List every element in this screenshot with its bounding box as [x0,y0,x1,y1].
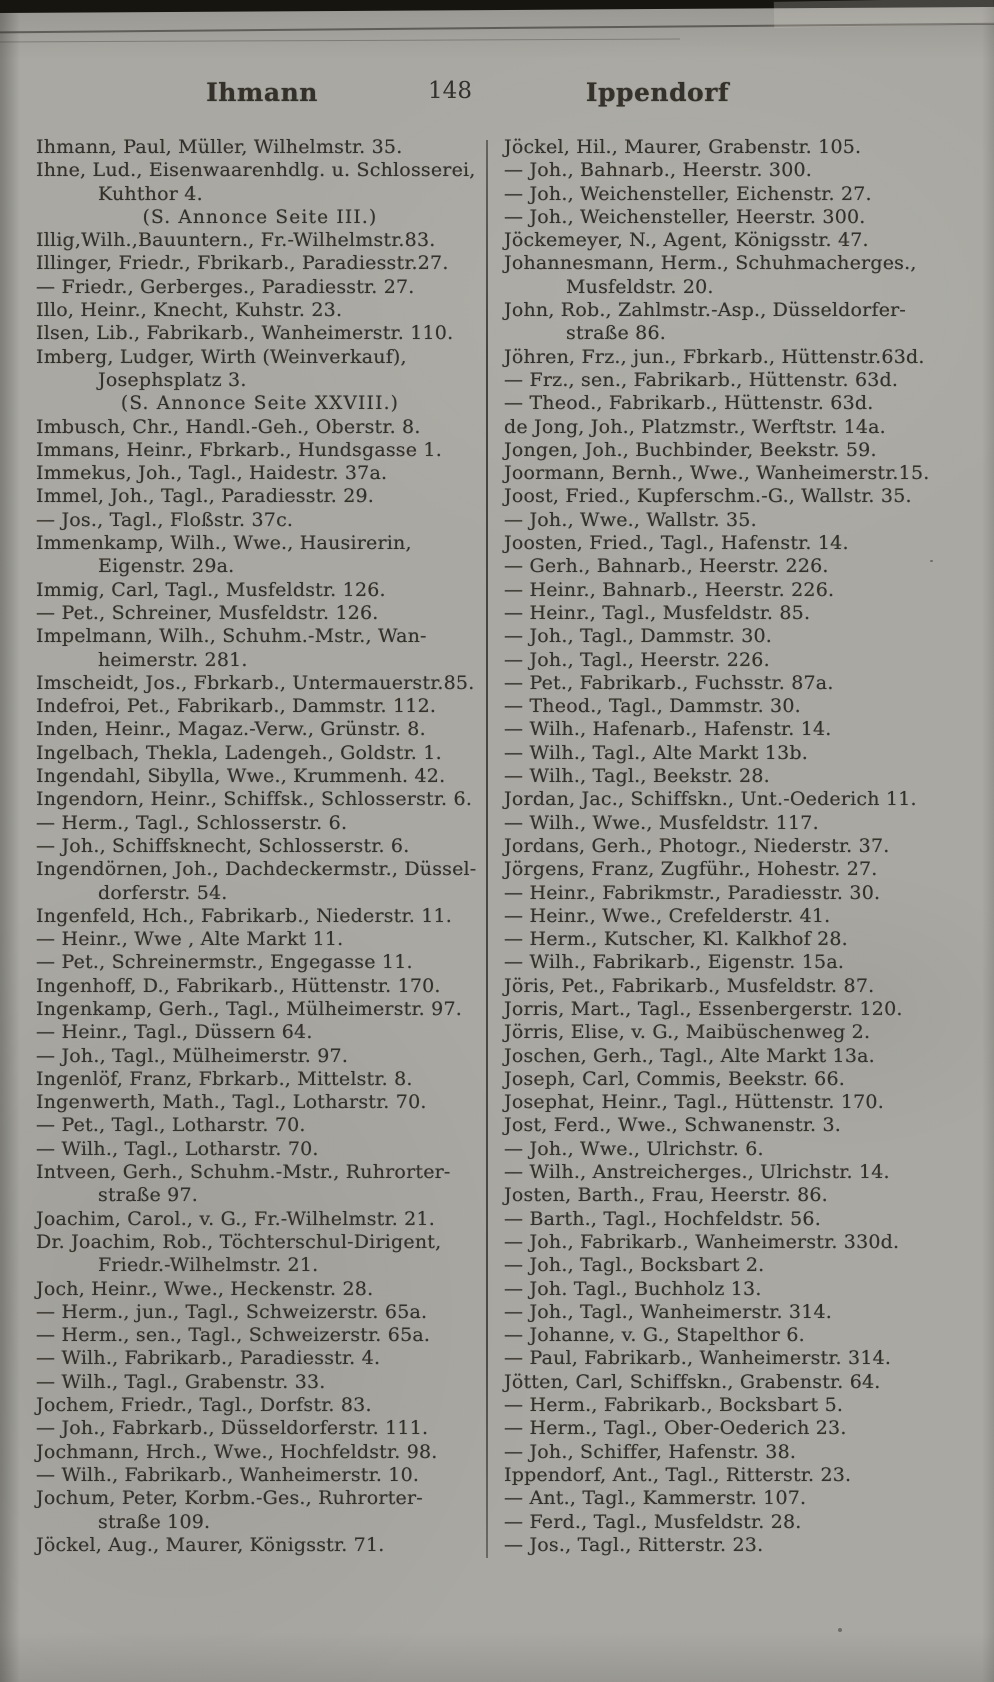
directory-entry: Ippendorf, Ant., Tagl., Ritterstr. 23. [504,1463,852,1486]
directory-entry: John, Rob., Zahlmstr.-Asp., Düsseldorfer- [504,299,907,322]
header-keyword-right: Ippendorf [585,78,730,107]
directory-entry: — Wilh., Anstreicherges., Ulrichstr. 14. [504,1161,890,1184]
entry-continuation: heimerstr. 281. [98,648,248,671]
directory-entry: — Theod., Tagl., Dammstr. 30. [504,695,801,718]
entry-continuation: straße 97. [98,1184,198,1207]
directory-entry: Illo, Heinr., Knecht, Kuhstr. 23. [36,299,343,322]
directory-entry: Jöhren, Frz., jun., Fbrkarb., Hüttenstr.63d. [504,345,925,368]
directory-entry: Ingenfeld, Hch., Fabrikarb., Niederstr. 11. [36,904,453,927]
directory-entry: — Gerh., Bahnarb., Heerstr. 226. [504,555,829,578]
scan-speck [838,1628,842,1632]
directory-entry: — Wilh., Fabrikarb., Eigenstr. 15a. [504,951,845,974]
directory-entry: — Wilh., Fabrikarb., Paradiesstr. 4. [36,1347,381,1370]
directory-entry: Joch, Heinr., Wwe., Heckenstr. 28. [36,1277,374,1300]
entry-continuation: Kuhthor 4. [98,182,203,205]
directory-entry: Immig, Carl, Tagl., Musfeldstr. 126. [36,578,386,601]
directory-entry: — Pet., Tagl., Lotharstr. 70. [36,1114,306,1137]
directory-entry: — Wilh., Tagl., Lotharstr. 70. [36,1137,319,1160]
directory-entry: — Joh., Schiffer, Hafenstr. 38. [504,1440,797,1463]
paper-crease [0,39,680,43]
directory-entry: — Joh., Wwe., Ulrichstr. 6. [504,1137,764,1160]
directory-entry: — Jos., Tagl., Ritterstr. 23. [504,1533,764,1556]
directory-entry: Ingendörnen, Joh., Dachdeckermstr., Düssel- [36,858,477,881]
directory-entry: Jöris, Pet., Fabrikarb., Musfeldstr. 87. [504,974,875,997]
directory-entry: — Joh., Weichensteller, Eichenstr. 27. [504,182,872,205]
directory-entry: Impelmann, Wilh., Schuhm.-Mstr., Wan- [36,625,427,648]
directory-entry: — Wilh., Tagl., Beekstr. 28. [504,765,770,788]
directory-entry: Jöckel, Hil., Maurer, Grabenstr. 105. [504,136,862,158]
directory-entry: Jöckemeyer, N., Agent, Königsstr. 47. [504,229,869,252]
directory-entry: Joost, Fried., Kupferschm.-G., Wallstr. 35. [504,485,912,508]
directory-entry: — Ferd., Tagl., Musfeldstr. 28. [504,1510,802,1533]
directory-entry: — Joh., Tagl., Bocksbart 2. [504,1254,765,1277]
directory-entry: — Pet., Fabrikarb., Fuchsstr. 87a. [504,671,834,694]
directory-entry: Joschen, Gerh., Tagl., Alte Markt 13a. [504,1044,875,1067]
entry-continuation: straße 109. [98,1510,211,1533]
directory-entry: — Joh., Weichensteller, Heerstr. 300. [504,205,866,228]
directory-entry: — Pet., Schreiner, Musfeldstr. 126. [36,601,379,624]
directory-entry: — Herm., Fabrikarb., Bocksbart 5. [504,1394,844,1417]
directory-entry: Ingenwerth, Math., Tagl., Lotharstr. 70. [36,1091,427,1114]
directory-entry: Jorris, Mart., Tagl., Essenbergerstr. 120. [504,997,903,1020]
directory-entry: — Herm., Tagl., Schlosserstr. 6. [36,811,348,834]
directory-entry: — Joh., Tagl., Wanheimerstr. 314. [504,1300,833,1323]
directory-entry: — Joh., Bahnarb., Heerstr. 300. [504,159,813,182]
entry-continuation: Friedr.-Wilhelmstr. 21. [98,1254,319,1277]
directory-entry: Immel, Joh., Tagl., Paradiesstr. 29. [36,485,375,508]
directory-entry: — Frz., sen., Fabrikarb., Hüttenstr. 63d. [504,368,899,391]
directory-entry: Illig,Wilh.,Bauuntern., Fr.-Wilhelmstr.83. [36,229,436,252]
directory-entry: Josephat, Heinr., Tagl., Hüttenstr. 170. [504,1091,884,1114]
directory-entry: — Wilh., Hafenarb., Hafenstr. 14. [504,718,832,741]
directory-entry: Jörgens, Franz, Zugführ., Hohestr. 27. [504,858,878,881]
directory-entry: de Jong, Joh., Platzmstr., Werftstr. 14a. [504,415,886,438]
directory-entry: Ingendahl, Sibylla, Wwe., Krummenh. 42. [36,765,446,788]
directory-entry: — Paul, Fabrikarb., Wanheimerstr. 314. [504,1347,892,1370]
directory-entry: Jongen, Joh., Buchbinder, Beekstr. 59. [504,438,877,461]
directory-entry: — Joh., Tagl., Heerstr. 226. [504,648,770,671]
page-number: 148 [428,78,472,104]
directory-entry: Inden, Heinr., Magaz.-Verw., Grünstr. 8. [36,718,426,741]
directory-entry: — Joh., Fabrikarb., Wanheimerstr. 330d. [504,1230,900,1253]
directory-entry: — Heinr., Fabrikmstr., Paradiesstr. 30. [504,881,881,904]
directory-entry: — Herm., jun., Tagl., Schweizerstr. 65a. [36,1300,428,1323]
directory-entry: — Heinr., Tagl., Düssern 64. [36,1021,313,1044]
directory-entry: — Herm., Kutscher, Kl. Kalkhof 28. [504,928,848,951]
directory-entry: Joseph, Carl, Commis, Beekstr. 66. [504,1067,845,1090]
directory-entry: — Joh., Fabrkarb., Düsseldorferstr. 111. [36,1417,429,1440]
directory-entry: Dr. Joachim, Rob., Töchterschul-Dirigent, [36,1230,442,1253]
header-keyword-left: Ihmann [206,78,318,107]
directory-entry: Jörris, Elise, v. G., Maibüschenweg 2. [504,1021,871,1044]
entry-continuation: Josephsplatz 3. [98,368,247,391]
directory-entry: Ingelbach, Thekla, Ladengeh., Goldstr. 1. [36,741,442,764]
directory-entry: — Heinr., Bahnarb., Heerstr. 226. [504,578,835,601]
scan-corner-highlight [774,0,994,28]
directory-entry: Ingenhoff, D., Fabrikarb., Hüttenstr. 170. [36,974,441,997]
annonce-note: (S. Annonce Seite III.) [142,206,378,228]
directory-entry: Illinger, Friedr., Fbrikarb., Paradiesstr.27. [36,252,449,275]
directory-entry: Ihne, Lud., Eisenwaarenhdlg. u. Schlosserei, [36,159,476,182]
directory-entry: — Ant., Tagl., Kammerstr. 107. [504,1487,807,1510]
directory-entry: — Pet., Schreinermstr., Engegasse 11. [36,951,413,974]
directory-entry: — Joh., Schiffsknecht, Schlosserstr. 6. [36,834,410,857]
entry-continuation: straße 86. [566,322,666,345]
directory-entry: Jochum, Peter, Korbm.-Ges., Ruhrorter- [36,1487,423,1510]
directory-entry: Ingenlöf, Franz, Fbrkarb., Mittelstr. 8. [36,1067,413,1090]
directory-entry: — Heinr., Wwe., Crefelderstr. 41. [504,904,831,927]
directory-entry: Ilsen, Lib., Fabrikarb., Wanheimerstr. 110. [36,322,454,345]
annonce-note: (S. Annonce Seite XXVIII.) [120,393,400,415]
entry-continuation: Musfeldstr. 20. [566,275,714,298]
entry-continuation: Eigenstr. 29a. [98,555,235,578]
directory-entry: Jordans, Gerh., Photogr., Niederstr. 37. [504,834,890,857]
directory-entry: — Jos., Tagl., Floßstr. 37c. [36,508,294,531]
directory-entry: Jordan, Jac., Schiffskn., Unt.-Oederich 11. [504,788,917,811]
directory-entry: Johannesmann, Herm., Schuhmacherges., [504,252,917,275]
directory-entry: — Wilh., Wwe., Musfeldstr. 117. [504,811,819,834]
directory-entry: Indefroi, Pet., Fabrikarb., Dammstr. 112. [36,695,437,718]
directory-entry: — Joh., Tagl., Mülheimerstr. 97. [36,1044,349,1067]
directory-entry: Joormann, Bernh., Wwe., Wanheimerstr.15. [504,462,930,485]
directory-entry: — Theod., Fabrikarb., Hüttenstr. 63d. [504,392,874,415]
directory-entry: Jochem, Friedr., Tagl., Dorfstr. 83. [36,1394,372,1417]
directory-entry: Jost, Ferd., Wwe., Schwanenstr. 3. [504,1114,842,1137]
entry-continuation: dorferstr. 54. [98,881,228,904]
directory-entry: — Heinr., Tagl., Musfeldstr. 85. [504,601,811,624]
directory-entry: — Wilh., Fabrikarb., Wanheimerstr. 10. [36,1463,420,1486]
directory-entry: Immans, Heinr., Fbrkarb., Hundsgasse 1. [36,438,442,461]
directory-entry: Immekus, Joh., Tagl., Haidestr. 37a. [36,462,388,485]
directory-entry: — Heinr., Wwe , Alte Markt 11. [36,928,344,951]
directory-entry: — Johanne, v. G., Stapelthor 6. [504,1324,805,1347]
directory-entry: Intveen, Gerh., Schuhm.-Mstr., Ruhrorter- [36,1161,451,1184]
directory-entry: Ihmann, Paul, Müller, Wilhelmstr. 35. [36,136,403,158]
directory-entry: Ingendorn, Heinr., Schiffsk., Schlosserstr. 6. [36,788,473,811]
directory-entry: — Wilh., Tagl., Grabenstr. 33. [36,1370,326,1393]
directory-entry: — Friedr., Gerberges., Paradiesstr. 27. [36,275,415,298]
directory-entry: Joosten, Fried., Tagl., Hafenstr. 14. [504,532,849,555]
directory-entry: — Barth., Tagl., Hochfeldstr. 56. [504,1207,821,1230]
running-head [0,78,994,110]
directory-entry: Imbusch, Chr., Handl.-Geh., Oberstr. 8. [36,415,421,438]
directory-entry: Jötten, Carl, Schiffskn., Grabenstr. 64. [504,1370,881,1393]
directory-entry: — Joh., Tagl., Dammstr. 30. [504,625,773,648]
directory-entry: Joachim, Carol., v. G., Fr.-Wilhelmstr. 21. [36,1207,435,1230]
directory-entry: Imberg, Ludger, Wirth (Weinverkauf), [36,345,407,368]
directory-entry: Jochmann, Hrch., Wwe., Hochfeldstr. 98. [36,1440,438,1463]
directory-entry: Jöckel, Aug., Maurer, Königsstr. 71. [36,1533,385,1556]
directory-entry: Imscheidt, Jos., Fbrkarb., Untermauerstr.85. [36,671,475,694]
directory-entry: Immenkamp, Wilh., Wwe., Hausirerin, [36,532,412,555]
directory-entry: — Wilh., Tagl., Alte Markt 13b. [504,741,808,764]
column-divider [486,140,488,1558]
directory-entry: — Joh. Tagl., Buchholz 13. [504,1277,762,1300]
directory-entry: — Herm., sen., Tagl., Schweizerstr. 65a. [36,1324,431,1347]
directory-column-left [36,136,484,1557]
directory-entry: — Herm., Tagl., Ober-Oederich 23. [504,1417,847,1440]
directory-entry: Josten, Barth., Frau, Heerstr. 86. [504,1184,828,1207]
directory-column-right [504,136,964,1557]
directory-entry: Ingenkamp, Gerh., Tagl., Mülheimerstr. 97. [36,997,462,1020]
directory-entry: — Joh., Wwe., Wallstr. 35. [504,508,757,531]
